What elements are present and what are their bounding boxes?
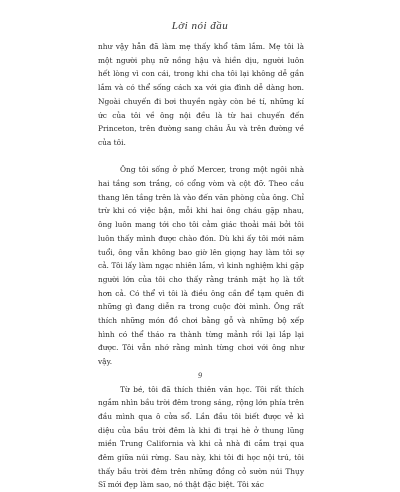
page-number: 9 <box>198 371 202 380</box>
body-text <box>98 40 304 492</box>
paragraph-3: Từ bé, tôi đã thích thiên văn học. Tôi rất thích ngắm nhìn bầu trời đêm trong sáng, rộng lớn phía trên đầu mình qua ô cửa sổ. Lần đầu tôi biết được vẻ kì diệu của bầu trời đêm là khi đi trại hè ở thung lũng miền Trung California và khi cả nhà đi cắm trại qua đêm giữa núi rừng. Sau này, khi tôi đi học nội trú, tôi thấy bầu trời đêm trên những đồng cỏ sườn núi Thụy Sĩ mới đẹp làm sao, nó thật đặc biệt. Tôi xác <box>98 384 304 490</box>
paragraph-1: như vậy hẳn đã làm mẹ thấy khổ tâm lắm. Mẹ tôi là một người phụ nữ nồng hậu và hiền dịu, người luôn hết lòng vì con cái, trong khi cha tôi lại không dễ gần lắm và có thể sống cách xa với gia đình dễ dàng hơn. Ngoài chuyến đi bơi thuyền ngày còn bé tí, những kí ức của tôi về ông nội đều là từ hai chuyến đến Princeton, trên đường sang châu Âu và trên đường về của tôi. <box>98 42 304 147</box>
paragraph-spacer <box>98 150 304 164</box>
running-header: Lời nói đầu <box>171 20 229 32</box>
paragraph-2: Ông tôi sống ở phố Mercer, trong một ngôi nhà hai tầng sơn trắng, có cổng vòm và cột đỡ. Theo cầu thang lên tầng trên là vào đến văn phòng của ông. Chỉ trừ khi có việc bận, mỗi khi hai ông cháu gặp nhau, ông luôn mang tới cho tôi cảm giác thoải mái bởi tôi luôn thấy mình được chào đón. Dù khi ấy tôi mới năm tuổi, ông vẫn không bao giờ lên giọng hay làm tôi sợ cả. Tôi lấy làm ngạc nhiên lắm, vì kinh nghiệm khi gặp người lớn của tôi cho thấy rằng tránh mặt họ là tốt hơn cả. Có thể vì tôi là điều ông cần để tạm quên đi những gì đang diễn ra trong cuộc đời mình. Ông rất thích những món đồ chơi bằng gỗ và những bộ xếp hình có thể tháo ra thành từng mảnh rồi lại lắp lại được. Tôi vẫn nhớ rằng mình từng chơi với ông như vậy. <box>98 165 304 367</box>
